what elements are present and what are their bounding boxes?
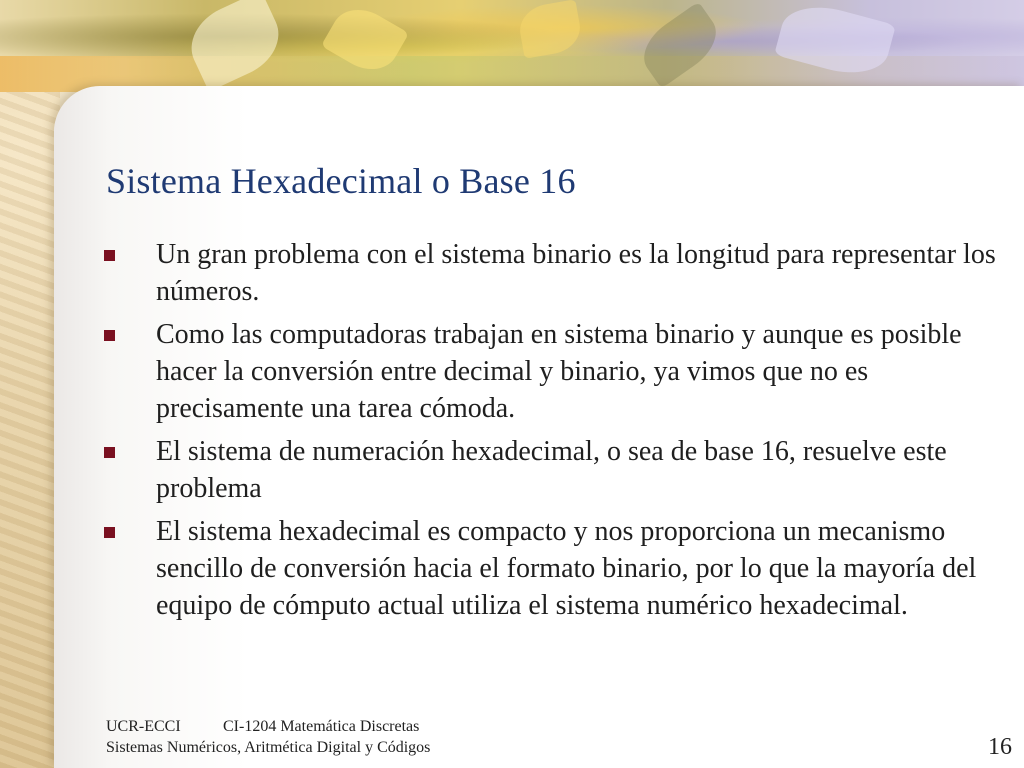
bullet-item: [104, 513, 1004, 624]
bullet-item: [104, 433, 1004, 507]
square-bullet-icon: [104, 330, 115, 341]
footer-topic: Sistemas Numéricos, Aritmética Digital y Códigos: [106, 739, 431, 756]
parchment-border: [0, 0, 60, 768]
slide-footer: [106, 716, 430, 758]
decorative-banner: [0, 0, 1024, 92]
leaf-decoration: [516, 0, 584, 59]
slide-title: Sistema Hexadecimal o Base 16: [106, 161, 576, 201]
footer-line: [106, 716, 430, 737]
square-bullet-icon: [104, 527, 115, 538]
bullet-text: El sistema hexadecimal es compacto y nos proporciona un mecanismo sencillo de conversión hacia el formato binario, por lo que la mayoría del equipo de cómputo actual utiliza el sistema numérico hexadecimal.: [156, 516, 977, 621]
footer-org: UCR-ECCI: [106, 718, 181, 735]
bullet-list: [104, 236, 1004, 630]
footer-course: CI-1204 Matemática Discretas: [223, 718, 420, 735]
bullet-item: [104, 316, 1004, 427]
bullet-text: Un gran problema con el sistema binario es la longitud para representar los números.: [156, 239, 996, 307]
bullet-text: El sistema de numeración hexadecimal, o sea de base 16, resuelve este problema: [156, 436, 947, 504]
square-bullet-icon: [104, 447, 115, 458]
bullet-item: [104, 236, 1004, 310]
bullet-text: Como las computadoras trabajan en sistema binario y aunque es posible hacer la conversión entre decimal y binario, ya vimos que no es precisamente una tarea cómoda.: [156, 319, 962, 424]
page-number: 16: [988, 734, 1012, 760]
square-bullet-icon: [104, 250, 115, 261]
